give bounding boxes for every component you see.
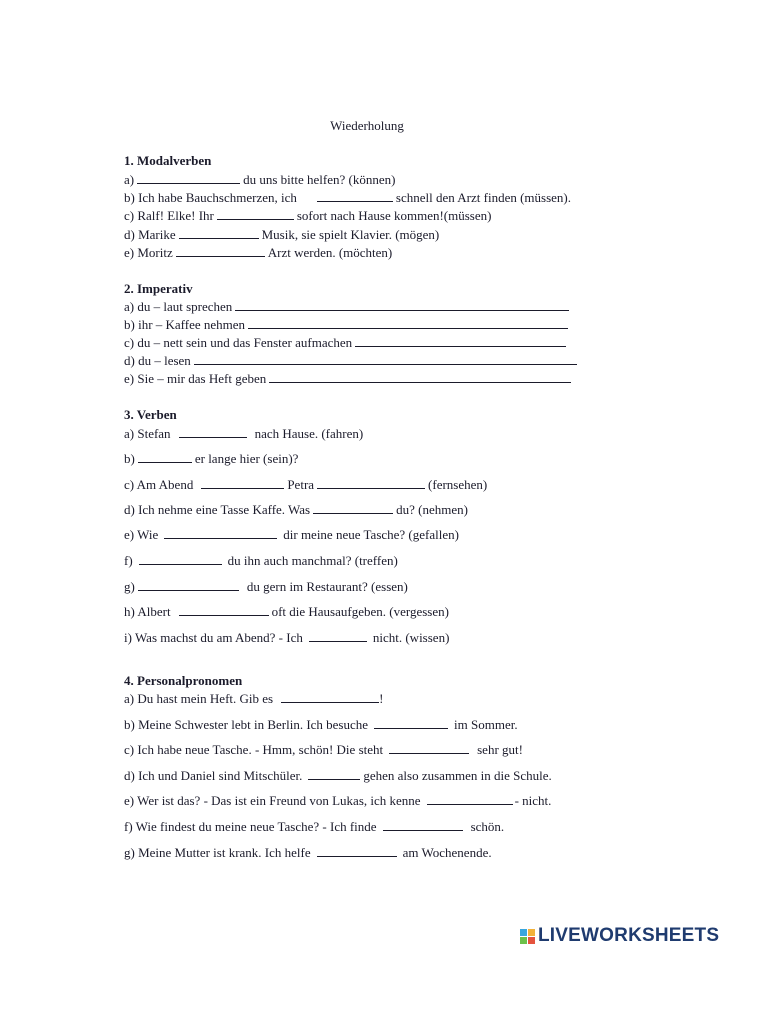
exercise-line: a) Du hast mein Heft. Gib es ! [124, 691, 384, 706]
answer-blank[interactable] [281, 691, 379, 703]
exercise-line: d) du – lesen [124, 353, 580, 369]
section-heading-modalverben: 1. Modalverben [124, 153, 212, 168]
logo-square [520, 929, 527, 936]
answer-blank[interactable] [248, 317, 568, 329]
answer-blank[interactable] [138, 451, 192, 463]
answer-blank[interactable] [235, 299, 569, 311]
exercise-line: e) Sie – mir das Heft geben [124, 371, 574, 387]
section-heading-personalpronomen: 4. Personalpronomen [124, 673, 243, 688]
exercise-line: e) Wie dir meine neue Tasche? (gefallen) [124, 527, 459, 542]
answer-blank[interactable] [317, 190, 393, 202]
answer-blank[interactable] [317, 477, 425, 489]
exercise-line: g) du gern im Restaurant? (essen) [124, 579, 408, 594]
page-title: Wiederholung [330, 118, 404, 133]
exercise-line: b) er lange hier (sein)? [124, 451, 299, 466]
exercise-line: c) Ich habe neue Tasche. - Hmm, schön! Die steht sehr gut! [124, 742, 523, 757]
exercise-line: a) du uns bitte helfen? (können) [124, 172, 396, 187]
liveworksheets-logo[interactable] [520, 925, 719, 947]
exercise-line: c) Ralf! Elke! Ihr sofort nach Hause kommen!(müssen) [124, 208, 492, 223]
exercise-line: d) Ich und Daniel sind Mitschüler. gehen also zusammen in die Schule. [124, 768, 552, 783]
answer-blank[interactable] [427, 793, 513, 805]
answer-blank[interactable] [355, 335, 566, 347]
section-heading-imperativ: 2. Imperativ [124, 281, 193, 296]
answer-blank[interactable] [217, 208, 294, 220]
answer-blank[interactable] [383, 819, 463, 831]
exercise-line: i) Was machst du am Abend? - Ich nicht. (wissen) [124, 630, 450, 645]
section-heading-verben: 3. Verben [124, 407, 177, 422]
exercise-line: d) Ich nehme eine Tasse Kaffe. Was du? (nehmen) [124, 502, 468, 517]
exercise-line: b) ihr – Kaffee nehmen [124, 317, 571, 333]
logo-icon [520, 929, 535, 944]
answer-blank[interactable] [164, 527, 277, 539]
exercise-line: d) Marike Musik, sie spielt Klavier. (mögen) [124, 227, 440, 242]
answer-blank[interactable] [374, 717, 448, 729]
answer-blank[interactable] [179, 426, 247, 438]
logo-square [528, 937, 535, 944]
answer-blank[interactable] [269, 371, 571, 383]
exercise-line: b) Meine Schwester lebt in Berlin. Ich besuche im Sommer. [124, 717, 518, 732]
exercise-line: h) Albert oft die Hausaufgeben. (vergessen) [124, 604, 449, 619]
exercise-line: e) Moritz Arzt werden. (möchten) [124, 245, 393, 260]
answer-blank[interactable] [201, 477, 284, 489]
exercise-line: a) Stefan nach Hause. (fahren) [124, 426, 364, 441]
logo-square [528, 929, 535, 936]
exercise-line: c) Am Abend Petra (fernsehen) [124, 477, 488, 492]
logo-square [520, 937, 527, 944]
answer-blank[interactable] [139, 553, 222, 565]
exercise-line: g) Meine Mutter ist krank. Ich helfe am Wochenende. [124, 845, 492, 860]
logo-text: LIVEWORKSHEETS [538, 925, 720, 946]
answer-blank[interactable] [179, 227, 259, 239]
exercise-line: f) du ihn auch manchmal? (treffen) [124, 553, 398, 568]
answer-blank[interactable] [194, 353, 577, 365]
answer-blank[interactable] [176, 245, 265, 257]
answer-blank[interactable] [389, 742, 469, 754]
exercise-line: b) Ich habe Bauchschmerzen, ich schnell den Arzt finden (müssen). [124, 190, 571, 205]
exercise-line: a) du – laut sprechen [124, 299, 572, 315]
answer-blank[interactable] [309, 630, 367, 642]
answer-blank[interactable] [138, 579, 239, 591]
exercise-line: e) Wer ist das? - Das ist ein Freund von Lukas, ich kenne - nicht. [124, 793, 552, 808]
answer-blank[interactable] [313, 502, 393, 514]
answer-blank[interactable] [179, 604, 269, 616]
answer-blank[interactable] [308, 768, 360, 780]
answer-blank[interactable] [317, 845, 397, 857]
exercise-line: f) Wie findest du meine neue Tasche? - Ich finde schön. [124, 819, 505, 834]
answer-blank[interactable] [137, 172, 240, 184]
exercise-line: c) du – nett sein und das Fenster aufmachen [124, 335, 569, 351]
